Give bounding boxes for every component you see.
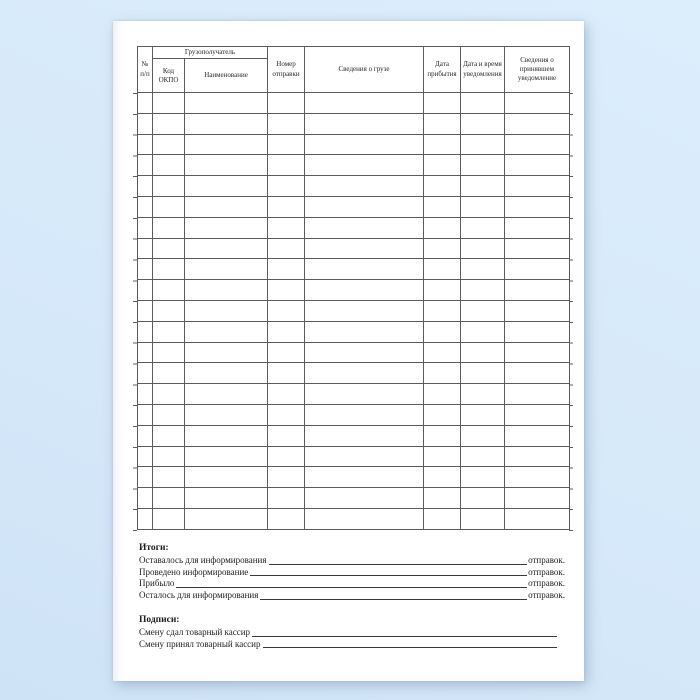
empty-cell <box>424 134 461 155</box>
empty-cell <box>268 134 305 155</box>
empty-cell <box>461 425 505 446</box>
empty-cell <box>461 197 505 218</box>
empty-cell <box>461 176 505 197</box>
table-row <box>138 93 570 114</box>
table-row <box>138 176 570 197</box>
totals-suffix: отправок. <box>528 554 565 565</box>
empty-cell <box>505 321 570 342</box>
empty-cell <box>268 321 305 342</box>
totals-label: Оставалось для информирования <box>139 554 267 565</box>
empty-cell <box>505 405 570 426</box>
empty-cell <box>305 488 424 509</box>
empty-cell <box>138 446 153 467</box>
table-row <box>138 405 570 426</box>
col-header-okpo-code: Код ОКПО <box>153 59 185 93</box>
empty-cell <box>153 509 185 530</box>
empty-cell <box>305 446 424 467</box>
table-row <box>138 384 570 405</box>
blank-underline <box>250 574 527 576</box>
row-line-overhang-right <box>569 93 573 531</box>
table-row <box>138 113 570 134</box>
empty-cell <box>305 280 424 301</box>
empty-cell <box>424 259 461 280</box>
empty-cell <box>138 363 153 384</box>
empty-cell <box>153 197 185 218</box>
empty-cell <box>153 113 185 134</box>
empty-cell <box>185 425 268 446</box>
col-header-dispatch-number: Номер отправки <box>268 47 305 93</box>
row-line-overhang-left <box>133 93 137 531</box>
empty-cell <box>424 405 461 426</box>
empty-cell <box>153 259 185 280</box>
table-row <box>138 467 570 488</box>
col-header-notification-receiver: Сведения о принявшем уведомление <box>505 47 570 93</box>
blank-underline <box>252 635 557 637</box>
table-row <box>138 280 570 301</box>
blank-underline <box>176 586 527 588</box>
empty-cell <box>153 384 185 405</box>
empty-cell <box>461 259 505 280</box>
empty-cell <box>185 134 268 155</box>
signature-label: Смену принял товарный кассир <box>139 638 261 649</box>
empty-cell <box>505 342 570 363</box>
empty-cell <box>305 384 424 405</box>
empty-cell <box>268 259 305 280</box>
col-header-consignee-group: Грузополучатель <box>153 47 268 59</box>
empty-cell <box>138 321 153 342</box>
empty-cell <box>461 217 505 238</box>
empty-cell <box>153 321 185 342</box>
empty-cell <box>268 425 305 446</box>
col-header-row-number: № п/п <box>138 47 153 93</box>
empty-cell <box>185 280 268 301</box>
totals-suffix: отправок. <box>528 566 565 577</box>
empty-cell <box>153 217 185 238</box>
empty-cell <box>153 176 185 197</box>
empty-cell <box>505 467 570 488</box>
empty-cell <box>185 509 268 530</box>
empty-cell <box>505 425 570 446</box>
empty-cell <box>305 342 424 363</box>
empty-cell <box>305 176 424 197</box>
totals-label: Осталось для информирования <box>139 590 259 601</box>
table-row <box>138 488 570 509</box>
empty-cell <box>185 238 268 259</box>
totals-label: Прибыло <box>139 578 175 589</box>
empty-cell <box>138 176 153 197</box>
totals-heading: Итоги: <box>139 543 169 553</box>
empty-cell <box>505 134 570 155</box>
empty-cell <box>305 467 424 488</box>
empty-cell <box>153 488 185 509</box>
empty-cell <box>424 301 461 322</box>
signatures-section <box>139 615 558 650</box>
empty-cell <box>461 363 505 384</box>
empty-cell <box>268 467 305 488</box>
empty-cell <box>305 509 424 530</box>
table-row <box>138 342 570 363</box>
empty-cell <box>268 342 305 363</box>
empty-cell <box>305 155 424 176</box>
dispatch-register-table <box>137 46 569 530</box>
empty-cell <box>305 405 424 426</box>
signature-label: Смену сдал товарный кассир <box>139 626 251 637</box>
empty-cell <box>461 321 505 342</box>
empty-cell <box>153 342 185 363</box>
empty-cell <box>505 301 570 322</box>
empty-cell <box>153 425 185 446</box>
empty-cell <box>185 113 268 134</box>
totals-section <box>139 543 565 602</box>
empty-cell <box>424 363 461 384</box>
empty-cell <box>185 301 268 322</box>
totals-line-informed <box>139 567 565 579</box>
empty-cell <box>185 176 268 197</box>
empty-cell <box>305 197 424 218</box>
empty-cell <box>268 509 305 530</box>
empty-cell <box>268 155 305 176</box>
blank-underline <box>263 646 558 648</box>
table-row <box>138 363 570 384</box>
empty-cell <box>153 280 185 301</box>
empty-cell <box>153 301 185 322</box>
empty-cell <box>505 93 570 114</box>
empty-cell <box>505 488 570 509</box>
empty-cell <box>424 509 461 530</box>
empty-cell <box>505 509 570 530</box>
empty-cell <box>268 238 305 259</box>
empty-cell <box>153 238 185 259</box>
empty-cell <box>461 467 505 488</box>
empty-cell <box>185 93 268 114</box>
empty-cell <box>138 93 153 114</box>
empty-cell <box>138 342 153 363</box>
empty-cell <box>153 467 185 488</box>
empty-cell <box>305 93 424 114</box>
empty-cell <box>505 280 570 301</box>
empty-cell <box>138 197 153 218</box>
register-table <box>137 46 570 530</box>
table-row <box>138 155 570 176</box>
table-row <box>138 425 570 446</box>
empty-cell <box>138 425 153 446</box>
empty-cell <box>505 259 570 280</box>
empty-cell <box>138 384 153 405</box>
empty-cell <box>424 176 461 197</box>
signature-line-shift-accepted <box>139 639 558 651</box>
empty-cell <box>505 217 570 238</box>
empty-cell <box>153 363 185 384</box>
empty-cell <box>185 384 268 405</box>
empty-cell <box>138 405 153 426</box>
empty-cell <box>185 197 268 218</box>
empty-cell <box>505 238 570 259</box>
empty-cell <box>305 259 424 280</box>
empty-cell <box>505 197 570 218</box>
empty-cell <box>138 509 153 530</box>
totals-line-remaining-after <box>139 590 565 602</box>
empty-cell <box>305 113 424 134</box>
empty-cell <box>461 238 505 259</box>
empty-cell <box>305 321 424 342</box>
empty-cell <box>185 155 268 176</box>
empty-cell <box>424 446 461 467</box>
empty-cell <box>138 134 153 155</box>
empty-cell <box>268 488 305 509</box>
empty-cell <box>424 155 461 176</box>
empty-cell <box>153 405 185 426</box>
table-row <box>138 197 570 218</box>
empty-cell <box>505 155 570 176</box>
form-page <box>113 21 584 681</box>
empty-cell <box>268 446 305 467</box>
empty-cell <box>153 93 185 114</box>
empty-cell <box>268 217 305 238</box>
empty-cell <box>505 446 570 467</box>
empty-cell <box>461 155 505 176</box>
empty-cell <box>424 238 461 259</box>
empty-cell <box>461 509 505 530</box>
empty-cell <box>305 217 424 238</box>
empty-cell <box>185 259 268 280</box>
empty-cell <box>461 280 505 301</box>
totals-suffix: отправок. <box>528 590 565 601</box>
empty-cell <box>185 488 268 509</box>
empty-cell <box>424 342 461 363</box>
totals-line-arrived <box>139 578 565 590</box>
empty-cell <box>461 405 505 426</box>
empty-cell <box>185 467 268 488</box>
empty-cell <box>185 342 268 363</box>
empty-cell <box>138 467 153 488</box>
col-header-cargo-info: Сведения о грузе <box>305 47 424 93</box>
empty-cell <box>138 113 153 134</box>
empty-cell <box>424 197 461 218</box>
empty-cell <box>424 384 461 405</box>
empty-cell <box>461 488 505 509</box>
empty-cell <box>268 93 305 114</box>
empty-cell <box>505 176 570 197</box>
table-row <box>138 134 570 155</box>
table-row <box>138 217 570 238</box>
empty-cell <box>268 405 305 426</box>
empty-cell <box>185 321 268 342</box>
table-row <box>138 321 570 342</box>
totals-label: Проведено информирование <box>139 566 249 577</box>
signatures-heading: Подписи: <box>139 615 180 625</box>
totals-line-remaining-before <box>139 555 565 567</box>
empty-cell <box>424 217 461 238</box>
empty-cell <box>461 301 505 322</box>
empty-cell <box>424 280 461 301</box>
empty-cell <box>268 384 305 405</box>
empty-cell <box>138 217 153 238</box>
empty-cell <box>461 134 505 155</box>
col-header-notification-datetime: Дата и время уведомления <box>461 47 505 93</box>
empty-cell <box>461 342 505 363</box>
empty-cell <box>268 176 305 197</box>
empty-cell <box>505 384 570 405</box>
empty-cell <box>424 321 461 342</box>
totals-suffix: отправок. <box>528 578 565 589</box>
empty-cell <box>138 301 153 322</box>
empty-cell <box>268 280 305 301</box>
empty-cell <box>461 384 505 405</box>
empty-cell <box>268 363 305 384</box>
table-row <box>138 446 570 467</box>
empty-cell <box>305 425 424 446</box>
empty-cell <box>268 113 305 134</box>
empty-cell <box>138 259 153 280</box>
col-header-arrival-date: Дата прибытия <box>424 47 461 93</box>
empty-cell <box>185 446 268 467</box>
empty-cell <box>138 280 153 301</box>
empty-cell <box>153 134 185 155</box>
empty-cell <box>138 488 153 509</box>
empty-cell <box>424 467 461 488</box>
empty-cell <box>268 197 305 218</box>
empty-cell <box>461 446 505 467</box>
blank-underline <box>260 598 527 600</box>
col-header-consignee-name: Наименование <box>185 59 268 93</box>
empty-cell <box>305 134 424 155</box>
empty-cell <box>305 363 424 384</box>
empty-cell <box>138 238 153 259</box>
empty-cell <box>305 301 424 322</box>
table-row <box>138 509 570 530</box>
blank-underline <box>269 563 528 565</box>
empty-cell <box>185 217 268 238</box>
table-row <box>138 259 570 280</box>
empty-cell <box>505 363 570 384</box>
empty-cell <box>424 93 461 114</box>
empty-cell <box>424 425 461 446</box>
table-row <box>138 238 570 259</box>
empty-cell <box>461 93 505 114</box>
empty-cell <box>153 155 185 176</box>
empty-cell <box>424 113 461 134</box>
empty-cell <box>505 113 570 134</box>
empty-cell <box>153 446 185 467</box>
empty-cell <box>138 155 153 176</box>
empty-cell <box>305 238 424 259</box>
signature-line-shift-handed-over <box>139 627 558 639</box>
empty-cell <box>185 405 268 426</box>
empty-cell <box>185 363 268 384</box>
empty-cell <box>461 113 505 134</box>
empty-cell <box>268 301 305 322</box>
table-row <box>138 301 570 322</box>
empty-cell <box>424 488 461 509</box>
